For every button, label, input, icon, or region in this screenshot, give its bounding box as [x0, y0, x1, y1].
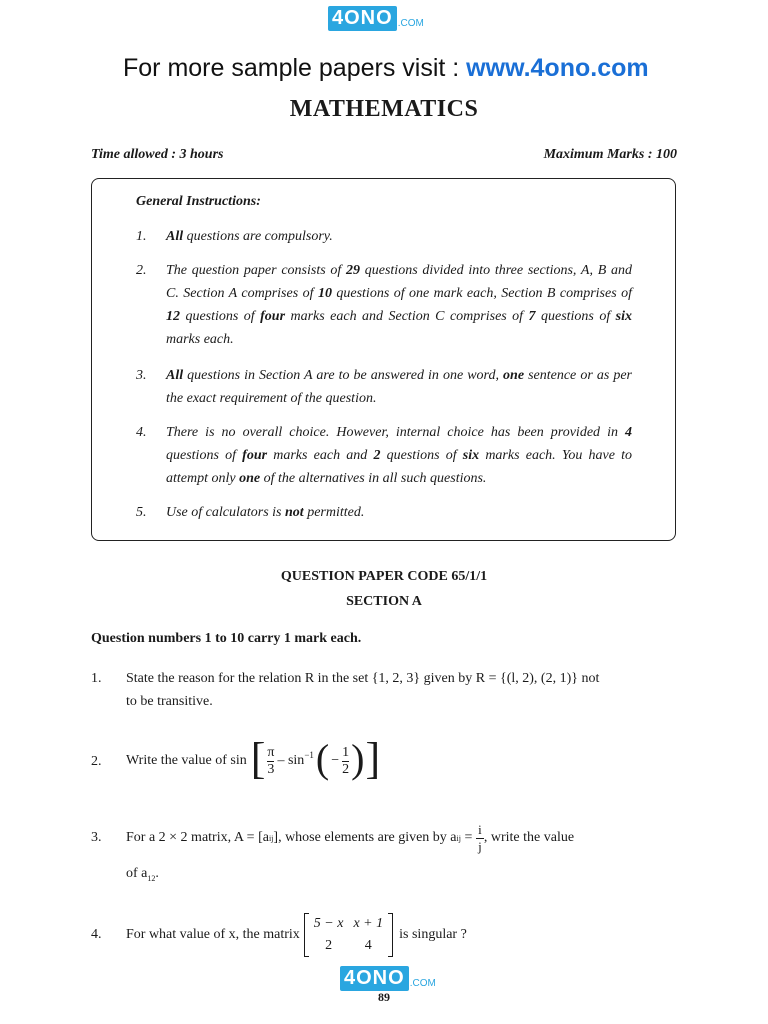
emphasis-text: one [239, 471, 261, 486]
logo-mark: 4ONO [340, 966, 409, 991]
denominator: 2 [342, 761, 350, 777]
numerator: π [267, 744, 275, 760]
emphasis-text: 7 [528, 309, 536, 324]
promo-line [123, 54, 649, 83]
instruction-fragment: marks each. You have to attempt only [166, 448, 633, 486]
matrix-grid [309, 913, 388, 957]
instruction-fragment: marks each and [267, 448, 374, 463]
question-4-text [126, 910, 467, 960]
left-bracket: [ [250, 734, 266, 783]
section-note: Question numbers 1 to 10 carry 1 mark each. [91, 631, 362, 646]
q3-line2-suffix: . [155, 866, 159, 881]
emphasis-text: All [166, 229, 184, 244]
emphasis-text: 4 [625, 425, 632, 440]
q2-prefix: Write the value of sin [126, 753, 247, 768]
one-over-two [342, 745, 349, 778]
question-2-text [126, 736, 380, 786]
matrix-cell: 5 − x [313, 916, 344, 931]
emphasis-text: one [503, 368, 525, 383]
emphasis-text: four [260, 309, 286, 324]
matrix-right-bracket [388, 913, 393, 957]
matrix-cell: 4 [364, 938, 372, 953]
instruction-fragment: questions divided into three sections, A, B and C. Section A comprises of [166, 263, 632, 301]
emphasis-text: six [462, 448, 480, 463]
right-paren: ) [351, 736, 365, 781]
paper-code: QUESTION PAPER CODE 65/1/1 [280, 569, 488, 584]
instruction-text [166, 364, 632, 410]
denominator: j [478, 838, 482, 854]
instruction-fragment: sentence or as per the exact requirement of the question. [166, 368, 632, 406]
q3-suffix: , write the value [483, 830, 575, 845]
emphasis-text: 29 [346, 263, 361, 278]
instruction-text [166, 421, 632, 490]
top-logo [328, 6, 424, 31]
instruction-number: 3. [136, 368, 147, 383]
question-number: 2. [91, 754, 102, 769]
instruction-fragment: questions of [180, 309, 261, 324]
emphasis-text: not [285, 505, 304, 520]
instruction-text [166, 501, 632, 524]
emphasis-text: six [615, 309, 633, 324]
minus-sin: – sin [277, 753, 305, 768]
pi-over-3 [267, 745, 274, 778]
subscript-ij: ij [456, 833, 461, 843]
maximum-marks: Maximum Marks : 100 [543, 147, 677, 162]
q3-prefix: For a 2 × 2 matrix, A = [a [126, 830, 269, 845]
numerator: i [478, 821, 482, 837]
promo-url[interactable]: www.4ono.com [466, 54, 649, 82]
instruction-fragment: Use of calculators is [166, 505, 285, 520]
section-heading: SECTION A [346, 594, 422, 609]
page-title: MATHEMATICS [289, 96, 479, 122]
question-3-text-cont [126, 866, 159, 883]
question-number: 4. [91, 927, 102, 942]
logo-ext: .COM [409, 978, 436, 989]
matrix-cell: x + 1 [353, 916, 384, 931]
instruction-fragment: marks each. [166, 332, 234, 347]
instruction-fragment: of the alternatives in all such questions. [260, 471, 487, 486]
promo-text: For more sample papers visit : [123, 54, 467, 82]
instruction-fragment: There is no overall choice. However, internal choice has been provided in [166, 425, 625, 440]
numerator: 1 [342, 744, 350, 760]
instruction-fragment: The question paper consists of [166, 263, 347, 278]
inverse-superscript: −1 [304, 750, 314, 760]
matrix-cell: 2 [325, 938, 333, 953]
instruction-number: 4. [136, 425, 147, 440]
question-1-text-cont: to be transitive. [126, 694, 213, 709]
emphasis-text: 10 [317, 286, 332, 301]
equals: = [460, 830, 476, 845]
right-bracket: ] [365, 734, 381, 783]
question-number: 3. [91, 830, 102, 845]
negative-sign: − [331, 753, 340, 768]
instruction-fragment: questions of [535, 309, 616, 324]
emphasis-text: 12 [166, 309, 180, 324]
question-1-text: State the reason for the relation R in the set {1, 2, 3} given by R = {(l, 2), (2, 1)} not [126, 671, 600, 686]
q4-prefix: For what value of x, the matrix [126, 927, 300, 942]
instruction-fragment: questions of [166, 448, 243, 463]
q4-suffix: is singular ? [399, 927, 467, 942]
instruction-fragment: questions are compulsory. [183, 229, 333, 244]
emphasis-text: 2 [373, 448, 381, 463]
time-allowed: Time allowed : 3 hours [91, 147, 224, 162]
question-number: 1. [91, 671, 102, 686]
instruction-number: 5. [136, 505, 147, 520]
instruction-fragment: permitted. [303, 505, 365, 520]
instructions-title: General Instructions: [136, 194, 261, 209]
matrix [304, 913, 393, 957]
bottom-logo [340, 966, 436, 991]
instruction-text [166, 225, 632, 248]
subscript-ij: ij [268, 833, 274, 843]
i-over-j [476, 822, 484, 855]
q3-line2-prefix: of a [126, 866, 148, 881]
instruction-number: 2. [136, 263, 147, 278]
instruction-text [166, 259, 632, 351]
left-paren: ( [315, 736, 330, 781]
subscript-12: 12 [147, 873, 156, 883]
instruction-fragment: marks each and Section C comprises of [285, 309, 529, 324]
instruction-fragment: questions of one mark each, Section B comprises of [331, 286, 632, 301]
emphasis-text: four [242, 448, 268, 463]
instruction-number: 1. [136, 229, 147, 244]
instruction-fragment: questions in Section A are to be answered in one word, [183, 368, 504, 383]
logo-mark: 4ONO [328, 6, 397, 31]
logo-ext: .COM [397, 18, 424, 29]
q3-mid: ], whose elements are given by a [273, 830, 457, 845]
instruction-fragment: questions of [380, 448, 463, 463]
denominator: 3 [267, 761, 275, 777]
page-number: 89 [378, 990, 390, 1004]
emphasis-text: All [166, 368, 184, 383]
question-3-text [126, 815, 574, 861]
